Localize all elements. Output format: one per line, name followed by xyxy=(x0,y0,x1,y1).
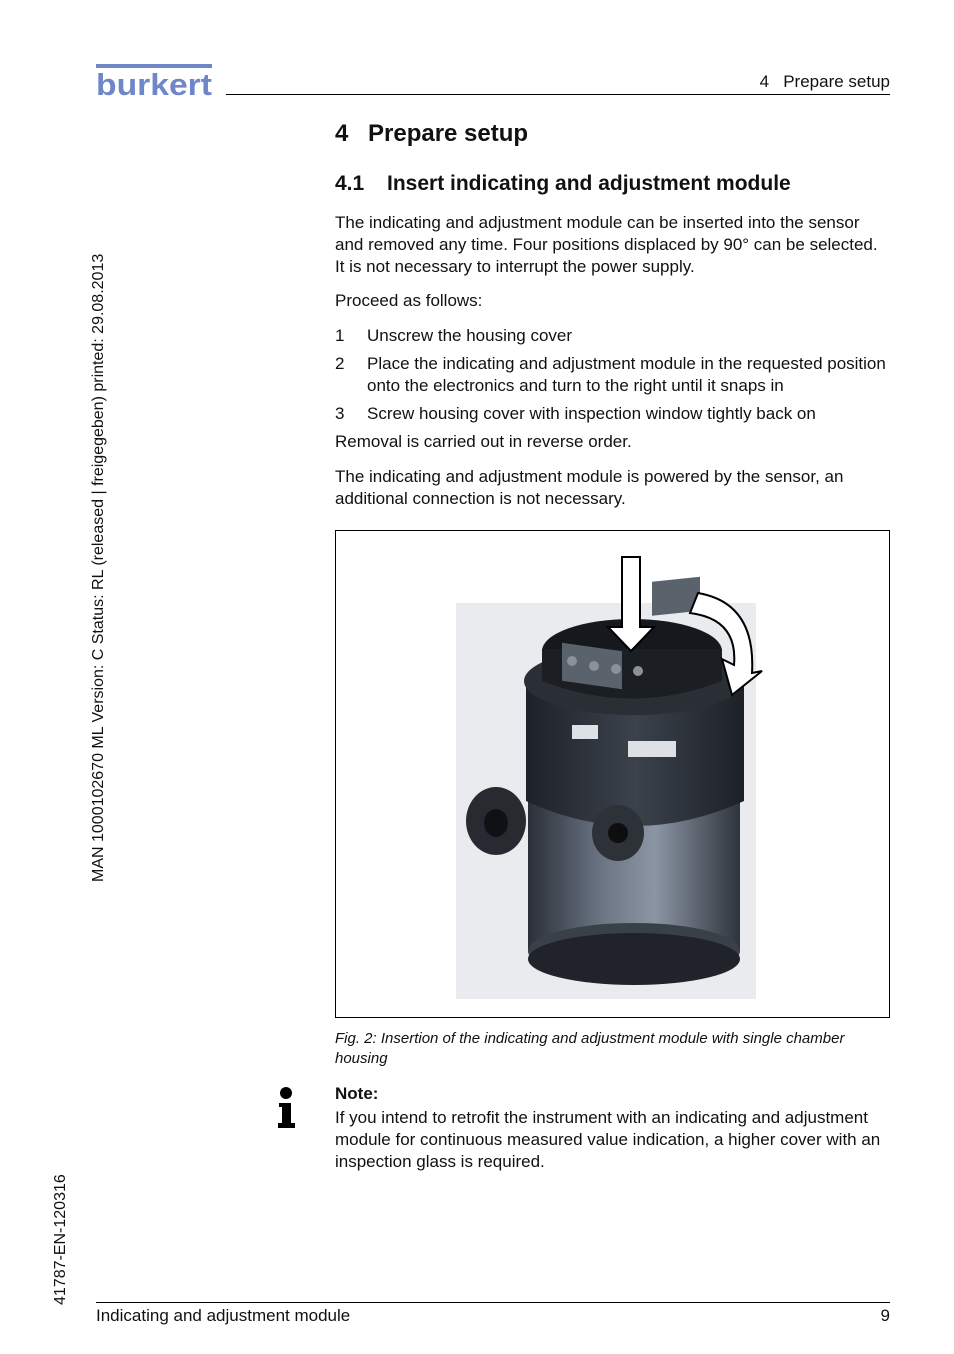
step-item xyxy=(335,325,891,347)
section-heading xyxy=(335,120,528,148)
svg-text:burkert: burkert xyxy=(96,67,212,100)
header-rule xyxy=(226,94,890,95)
step-number: 2 xyxy=(335,354,345,373)
step-text: Place the indicating and adjustment module in the requested position onto the electronics and turn to the right until it snaps in xyxy=(367,354,886,395)
intro-paragraph: The indicating and adjustment module can be inserted into the sensor and removed any time. Four positions displaced by 90° can be selected. It is not necessary to interrupt the power supply. xyxy=(335,213,878,276)
burkert-logo xyxy=(96,62,214,100)
section-title: Prepare setup xyxy=(368,120,529,147)
footer-title: Indicating and adjustment module xyxy=(96,1306,351,1325)
subsection-heading xyxy=(335,172,791,196)
proceed-paragraph: Proceed as follows: xyxy=(335,291,483,310)
figure-caption: Fig. 2: Insertion of the indicating and adjustment module with single chamber housing xyxy=(335,1030,845,1067)
step-item xyxy=(335,353,891,397)
page-number: 9 xyxy=(880,1306,890,1325)
document-metadata: MAN 1000102670 ML Version: C Status: RL (released | freigegeben) printed: 29.08.2013 xyxy=(90,253,107,882)
step-item xyxy=(335,403,891,425)
powered-paragraph: The indicating and adjustment module is powered by the sensor, an additional connection is not necessary. xyxy=(335,467,844,508)
note-title: Note: xyxy=(335,1084,379,1103)
device-illustration xyxy=(336,531,889,1017)
removal-paragraph: Removal is carried out in reverse order. xyxy=(335,432,632,451)
info-icon xyxy=(276,1087,296,1129)
figure-frame xyxy=(335,530,890,1018)
document-code: 41787-EN-120316 xyxy=(52,1174,69,1305)
subsection-number: 4.1 xyxy=(335,172,365,195)
step-text: Unscrew the housing cover xyxy=(367,326,573,345)
step-number: 1 xyxy=(335,326,345,345)
footer-rule xyxy=(96,1302,890,1303)
step-text: Screw housing cover with inspection window tightly back on xyxy=(367,404,816,423)
running-header: 4 Prepare setup xyxy=(759,72,890,91)
section-number: 4 xyxy=(335,120,349,147)
subsection-title: Insert indicating and adjustment module xyxy=(387,172,791,195)
step-number: 3 xyxy=(335,404,345,423)
note-text: If you intend to retrofit the instrument with an indicating and adjustment module for continuous measured value indication, a higher cover with an inspection glass is required. xyxy=(335,1108,881,1171)
